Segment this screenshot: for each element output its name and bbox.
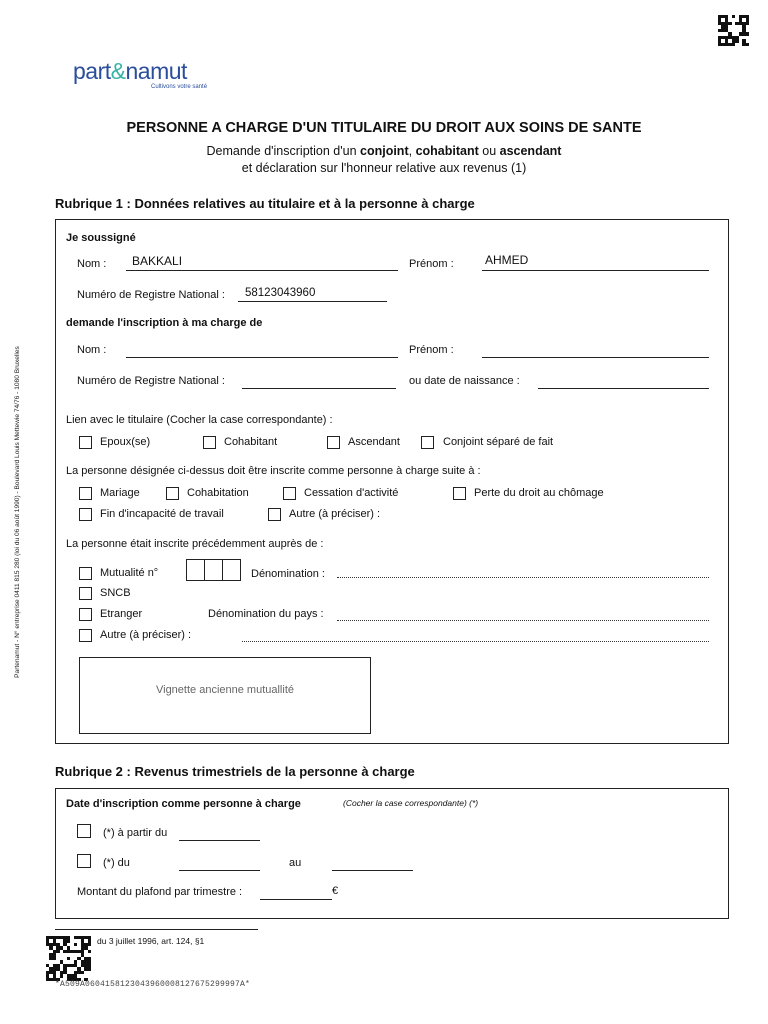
pays-field[interactable] [337, 608, 709, 621]
nrn2-label: Numéro de Registre National : [77, 375, 225, 387]
autre-prec-label: Autre (à préciser) : [100, 629, 192, 641]
sncb-label: SNCB [100, 587, 131, 599]
nrn2-field[interactable] [242, 374, 396, 389]
prenom2-label: Prénom : [409, 344, 454, 356]
date-inscription-label: Date d'inscription comme personne à charge [66, 798, 301, 810]
checkbox-cessation[interactable] [283, 487, 296, 500]
pays-label: Dénomination du pays : [208, 608, 324, 620]
top-qr-code [718, 15, 749, 46]
checkbox-epoux[interactable] [79, 436, 92, 449]
option-cessation: Cessation d'activité [304, 487, 399, 499]
checkbox-cohabitation[interactable] [166, 487, 179, 500]
option-cohabitant: Cohabitant [224, 436, 278, 448]
checkbox-cohabitant[interactable] [203, 436, 216, 449]
option-ascendant: Ascendant [348, 436, 400, 448]
checkbox-du[interactable] [77, 854, 91, 868]
etranger-label: Etranger [100, 608, 143, 620]
montant-field[interactable] [260, 886, 332, 900]
checkbox-mariage[interactable] [79, 487, 92, 500]
option-cohabitation: Cohabitation [187, 487, 249, 499]
option-conjoint-separe: Conjoint séparé de fait [443, 436, 554, 448]
rubrique2-heading: Rubrique 2 : Revenus trimestriels de la personne à charge [55, 764, 415, 779]
logo-tagline: Cultivons votre santé [151, 84, 208, 90]
checkbox-etranger[interactable] [79, 608, 92, 621]
checkbox-autre-prec[interactable] [79, 629, 92, 642]
option-autre-suite: Autre (à préciser) : [289, 508, 381, 520]
mutualite-label: Mutualité n° [100, 567, 159, 579]
page-subtitle: Demande d'inscription d'un conjoint, cohabitant ou ascendant [206, 144, 562, 158]
logo-wordmark: part&namut [73, 58, 187, 84]
page-title: PERSONNE A CHARGE D'UN TITULAIRE DU DROIT AUX SOINS DE SANTE [126, 120, 642, 136]
footnote-rule [55, 929, 258, 930]
option-fin-incapacite: Fin d'incapacité de travail [100, 508, 224, 520]
cocher-note: (Cocher la case correspondante) (*) [343, 798, 479, 808]
nom2-field[interactable] [126, 343, 398, 358]
mutualite-digit-2[interactable] [204, 559, 223, 581]
footnote-text: du 3 juillet 1996, art. 124, §1 [97, 936, 205, 946]
je-soussigne-label: Je soussigné [66, 232, 136, 244]
checkbox-sncb[interactable] [79, 587, 92, 600]
denomination-label: Dénomination : [251, 568, 325, 580]
mutualite-digit-3[interactable] [222, 559, 241, 581]
denomination-field[interactable] [337, 565, 709, 578]
lien-label: Lien avec le titulaire (Cocher la case correspondante) : [66, 414, 333, 426]
checkbox-mutualite[interactable] [79, 567, 92, 580]
option-mariage: Mariage [100, 487, 140, 499]
prenom-label: Prénom : [409, 258, 454, 270]
nom-value: BAKKALI [132, 254, 183, 268]
checkbox-perte-chomage[interactable] [453, 487, 466, 500]
mutualite-digit-1[interactable] [186, 559, 205, 581]
demande-label: demande l'inscription à ma charge de [66, 317, 263, 329]
au-label: au [289, 857, 302, 869]
option-perte-chomage: Perte du droit au chômage [474, 487, 604, 499]
prenom2-field[interactable] [482, 343, 709, 358]
au-field[interactable] [332, 857, 413, 871]
vignette-label: Vignette ancienne mutuallité [155, 684, 294, 696]
du-label: (*) du [103, 857, 130, 869]
nrn-value: 58123043960 [245, 287, 316, 299]
legal-sidebar-text: Partenamut - N° entreprise 0411 815 280 (loi du 06 août 1990) - Boulevard Louis Mettewie 74/76 - 1080 Bruxelles [14, 346, 21, 678]
rubrique1-heading: Rubrique 1 : Données relatives au titulaire et à la personne à charge [55, 196, 475, 211]
nrn-label: Numéro de Registre National : [77, 289, 225, 301]
autre-prec-field[interactable] [242, 629, 709, 642]
qr-module [746, 43, 749, 46]
du-field[interactable] [179, 857, 260, 871]
bottom-qr-code [46, 936, 91, 981]
suite-label: La personne désignée ci-dessus doit être inscrite comme personne à charge suite à : [66, 465, 481, 477]
partenamut-logo [73, 58, 208, 90]
page-subtitle-line2: et déclaration sur l'honneur relative aux revenus (1) [241, 161, 527, 175]
checkbox-ascendant[interactable] [327, 436, 340, 449]
a-partir-du-label: (*) à partir du [103, 827, 168, 839]
nom-label: Nom : [77, 258, 107, 270]
checkbox-fin-incapacite[interactable] [79, 508, 92, 521]
barcode-text: *A509A0604158123043960008127675299997A* [55, 980, 251, 989]
naissance-field[interactable] [538, 374, 709, 389]
nom2-label: Nom : [77, 344, 107, 356]
checkbox-autre-suite[interactable] [268, 508, 281, 521]
a-partir-du-field[interactable] [179, 827, 260, 841]
checkbox-a-partir-du[interactable] [77, 824, 91, 838]
prenom-value: AHMED [485, 253, 529, 267]
euro-sign: € [332, 885, 339, 897]
naissance-label: ou date de naissance : [409, 375, 520, 387]
montant-label: Montant du plafond par trimestre : [77, 886, 243, 898]
option-epoux: Epoux(se) [100, 436, 151, 448]
precedemment-label: La personne était inscrite précédemment auprès de : [66, 538, 324, 550]
checkbox-conjoint-separe[interactable] [421, 436, 434, 449]
